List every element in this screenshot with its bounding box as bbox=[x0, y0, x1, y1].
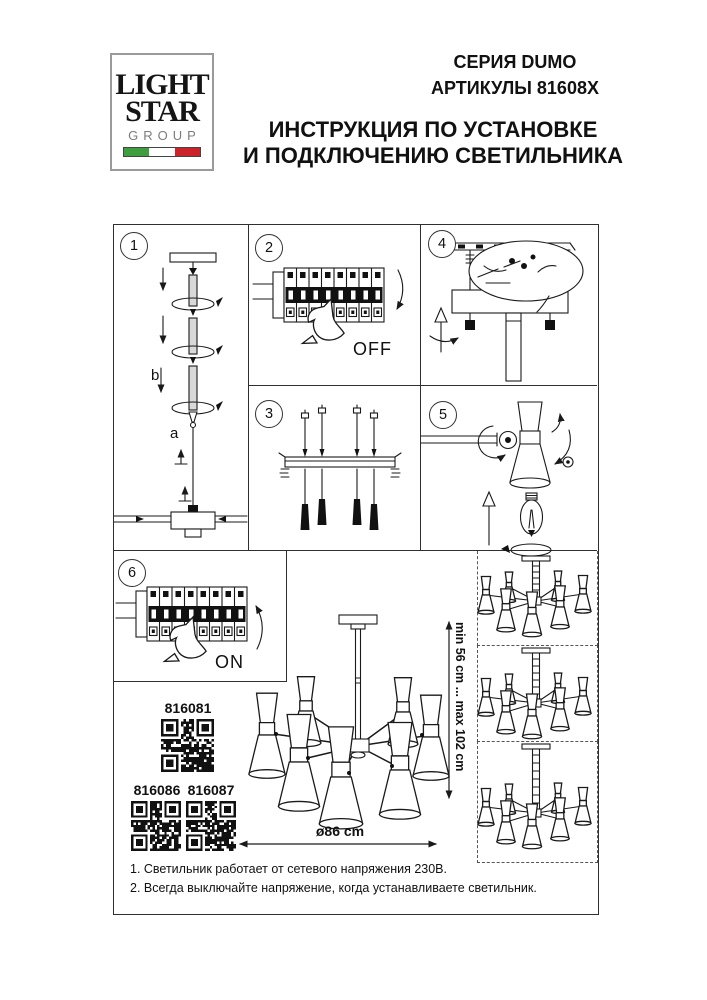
step6-number-badge: 6 bbox=[118, 559, 146, 587]
on-label: ON bbox=[215, 652, 244, 672]
note-1: 1. Светильник работает от сетевого напряжения 230В. bbox=[130, 862, 447, 876]
variant-chandelier-1 bbox=[478, 556, 591, 637]
article-number-816086: 816086 bbox=[133, 782, 181, 798]
article-number-816087: 816087 bbox=[187, 782, 235, 798]
instruction-title-line1: ИНСТРУКЦИЯ ПО УСТАНОВКЕ bbox=[268, 117, 598, 142]
height-range-dimension: min 56 cm ... max 102 cm bbox=[453, 622, 467, 772]
part-label-b: b bbox=[151, 367, 160, 384]
main-chandelier-drawing bbox=[249, 615, 449, 829]
variant-chandelier-2 bbox=[478, 648, 591, 739]
qr-code-816086 bbox=[131, 801, 181, 856]
step3-number-badge: 3 bbox=[255, 400, 283, 428]
step2-number-badge: 2 bbox=[255, 234, 283, 262]
part-label-a: a bbox=[170, 425, 179, 442]
articles-title: АРТИКУЛЫ 81608X bbox=[431, 78, 599, 98]
article-number-816081: 816081 bbox=[164, 700, 212, 716]
step4-drawing bbox=[430, 241, 583, 381]
diameter-dimension: ø86 cm bbox=[315, 823, 365, 839]
logo-text-group: GROUP bbox=[128, 128, 201, 143]
logo-text-light: LIGHT bbox=[115, 68, 209, 101]
step3-drawing bbox=[279, 405, 401, 530]
logo-text-star: STAR bbox=[125, 95, 199, 128]
qr-code-816081 bbox=[161, 719, 214, 777]
step5-number-badge: 5 bbox=[429, 401, 457, 429]
variant-chandelier-3 bbox=[478, 744, 591, 849]
step1-drawing bbox=[114, 253, 247, 537]
step4-number-badge: 4 bbox=[428, 230, 456, 258]
step1-number-badge: 1 bbox=[120, 232, 148, 260]
series-title: СЕРИЯ DUMO bbox=[453, 52, 577, 72]
note-2: 2. Всегда выключайте напряжение, когда устанавливаете светильник. bbox=[130, 881, 537, 895]
qr-code-816087 bbox=[186, 801, 236, 856]
instruction-title-line2: И ПОДКЛЮЧЕНИЮ СВЕТИЛЬНИКА bbox=[242, 143, 624, 168]
off-label: OFF bbox=[353, 339, 392, 359]
